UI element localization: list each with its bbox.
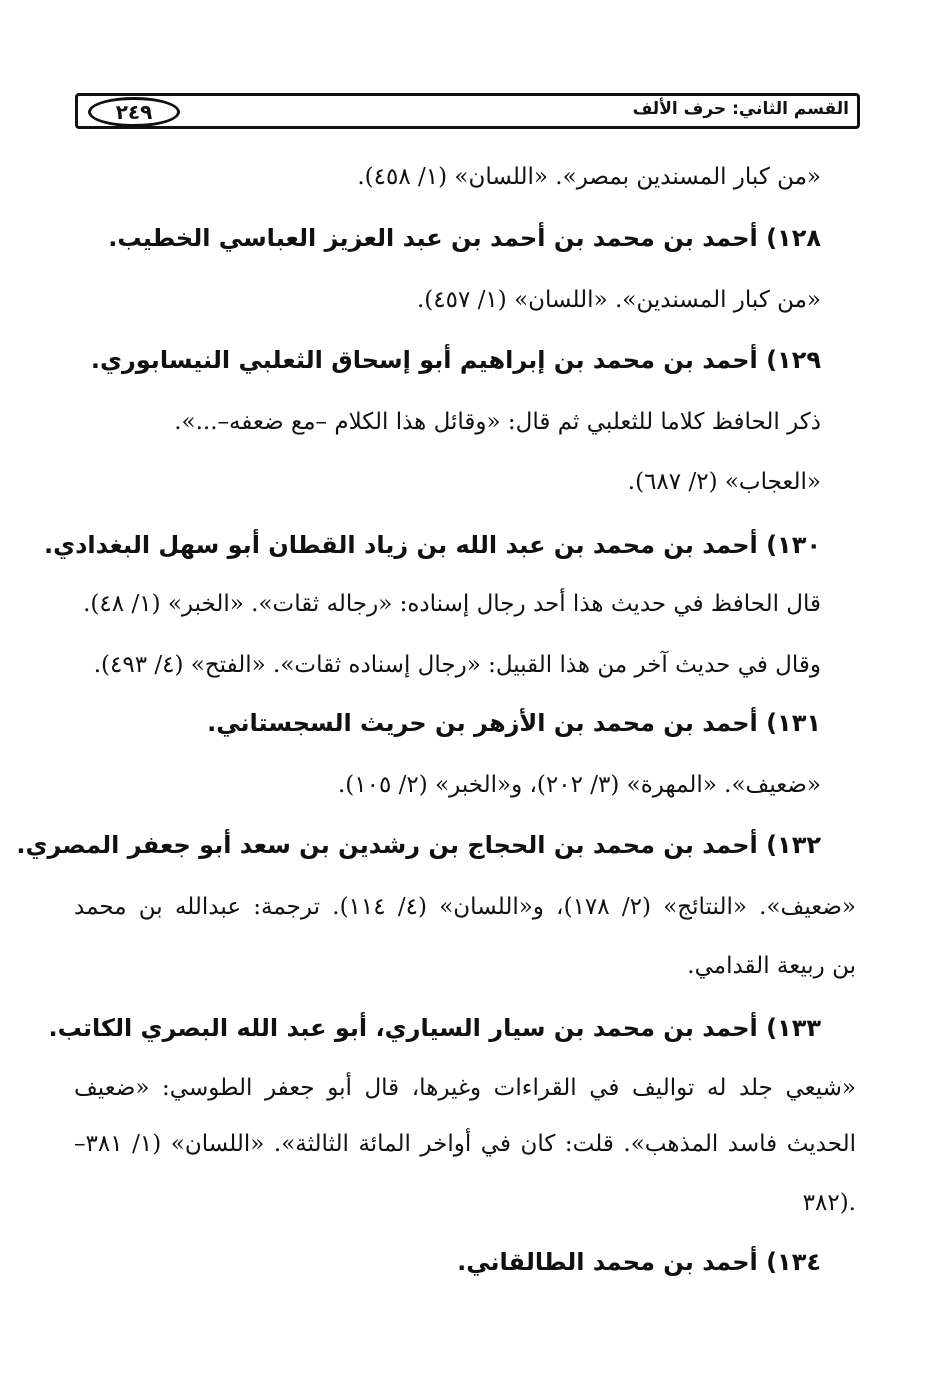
page-number-badge xyxy=(88,97,180,127)
entry-heading: ١٣٠) أحمد بن محمد بن عبد الله بن زياد القطان أبو سهل البغدادي. xyxy=(43,531,821,559)
text-line: «ضعيف». «النتائج» (٢/ ١٧٨)، و«اللسان» (٤/ ١١٤). ترجمة: عبدالله بن محمد xyxy=(74,894,857,920)
text-line: «من كبار المسندين بمصر». «اللسان» (١/ ٤٥٨). xyxy=(357,164,821,190)
text-line: بن ربيعة القدامي. xyxy=(687,953,856,979)
page-number: ٢٤٩ xyxy=(115,100,153,124)
entry-heading: ١٢٨) أحمد بن محمد بن أحمد بن عبد العزيز العباسي الخطيب. xyxy=(108,224,821,252)
text-line: «العجاب» (٢/ ٦٨٧). xyxy=(627,469,821,495)
entry-heading: ١٣٢) أحمد بن محمد بن الحجاج بن رشدين بن سعد أبو جعفر المصري. xyxy=(16,831,821,859)
text-line: وقال في حديث آخر من هذا القبيل: «رجال إسناده ثقات». «الفتح» (٤/ ٤٩٣). xyxy=(93,652,821,678)
entry-heading: ١٣١) أحمد بن محمد بن الأزهر بن حريث السجستاني. xyxy=(207,709,821,737)
text-line: الحديث فاسد المذهب». قلت: كان في أواخر المائة الثالثة». «اللسان» (١/ ٣٨١– xyxy=(74,1131,856,1157)
text-line: قال الحافظ في حديث هذا أحد رجال إسناده: «رجاله ثقات». «الخبر» (١/ ٤٨). xyxy=(83,591,821,617)
text-line: «شيعي جلد له تواليف في القراءات وغيرها، قال أبو جعفر الطوسي: «ضعيف xyxy=(74,1075,856,1101)
running-head-title: القسم الثاني: حرف الألف xyxy=(632,99,849,119)
entry-heading: ١٣٤) أحمد بن محمد الطالقاني. xyxy=(457,1248,821,1276)
text-line: ذكر الحافظ كلاما للثعلبي ثم قال: «وقائل هذا الكلام –مع ضعفه–...». xyxy=(174,409,821,435)
text-line: «ضعيف». «المهرة» (٣/ ٢٠٢)، و«الخبر» (٢/ ١٠٥). xyxy=(338,772,821,798)
text-line: ٣٨٢). xyxy=(802,1190,856,1216)
entry-heading: ١٢٩) أحمد بن محمد بن إبراهيم أبو إسحاق الثعلبي النيسابوري. xyxy=(90,346,821,374)
text-line: «من كبار المسندين». «اللسان» (١/ ٤٥٧). xyxy=(417,287,821,313)
entry-heading: ١٣٣) أحمد بن محمد بن سيار السياري، أبو عبد الله البصري الكاتب. xyxy=(48,1014,821,1042)
